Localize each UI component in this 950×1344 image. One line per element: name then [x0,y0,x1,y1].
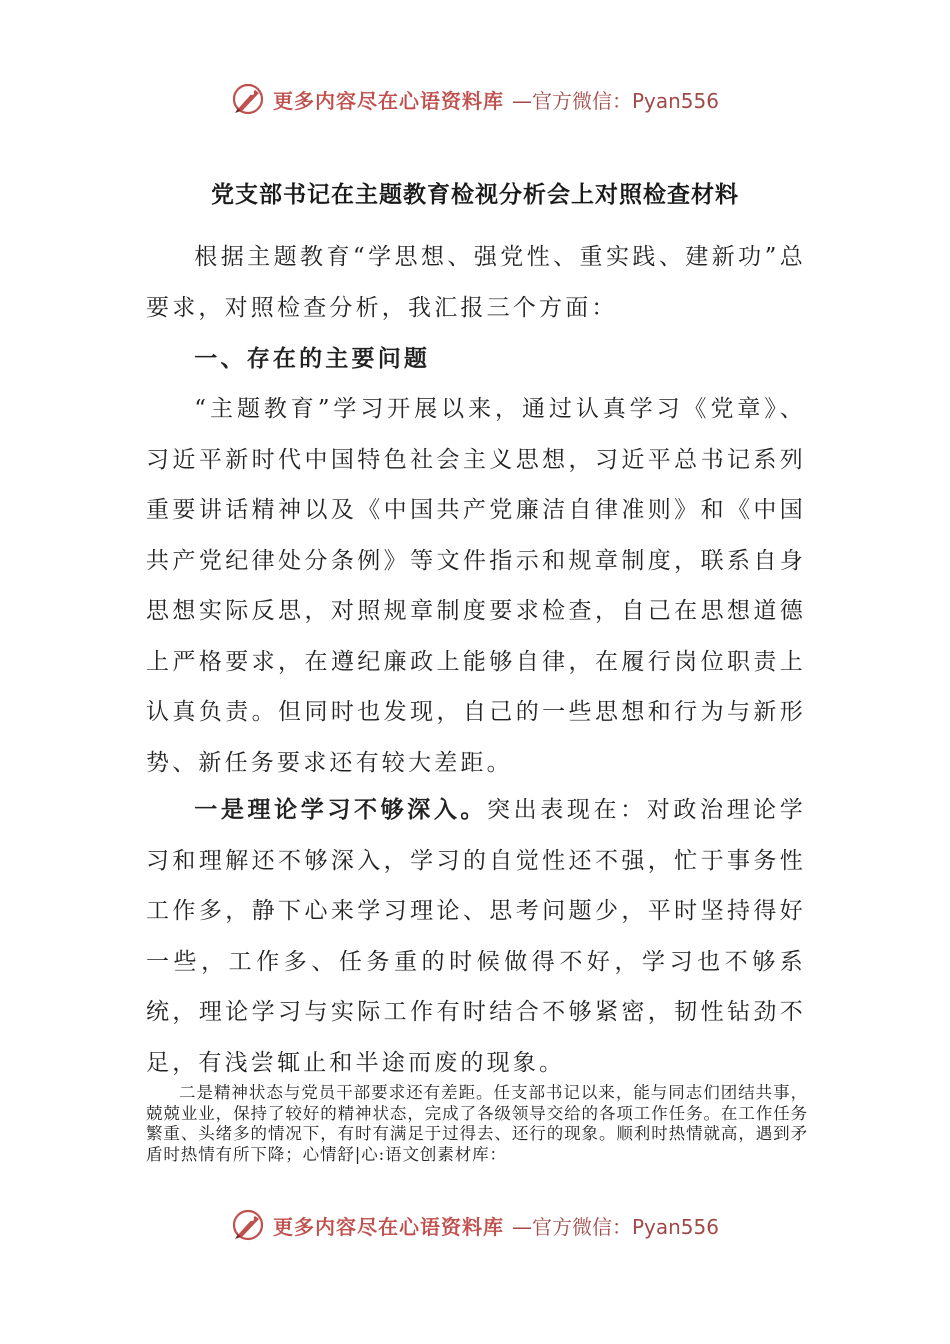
footer-banner [0,1208,950,1242]
pen-logo-icon [231,1208,265,1242]
banner-text: 更多内容尽在心语资料库 [272,88,504,113]
point2-paragraph: 二是精神状态与党员干部要求还有差距。任支部书记以来，能与同志们团结共事，兢兢业业，保持了较好的精神状态，完成了各级领导交给的各项工作任务。在工作任务繁重、头绪多的情况下，有时有满足于过得去、还行的现象。顺利时热情就高，遇到矛盾时热情有所下降；心情舒|心:语文创素材库： [146,1083,808,1164]
banner-text: 更多内容尽在心语资料库 [272,1214,504,1239]
point1-paragraph [146,785,806,1088]
banner-contact: —官方微信：Pyan556 [511,88,719,113]
section1-heading-block [146,334,806,385]
point1-text: 突出表现在：对政治理论学习和理解还不够深入，学习的自觉性还不强，忙于事务性工作多，静下心来学习理论、思考问题少，平时坚持得好一些，工作多、任务重的时候做得不好，学习也不够系统，理论学习与实际工作有时结合不够紧密，韧性钻劲不足，有浅尝辄止和半途而废的现象。 [146,797,806,1076]
pen-logo-icon [231,82,265,116]
document-title: 党支部书记在主题教育检视分析会上对照检查材料 [211,181,739,208]
intro-paragraph: 根据主题教育“学思想、强党性、重实践、建新功”总要求，对照检查分析，我汇报三个方面： [146,244,806,321]
intro-block [146,232,806,333]
section-heading: 一、存在的主要问题 [194,345,431,372]
section1-block [146,384,806,788]
point1-lead: 一是理论学习不够深入。 [194,796,488,823]
point1-block [146,785,806,1088]
banner-contact: —官方微信：Pyan556 [511,1214,719,1239]
header-banner [0,82,950,116]
section1-paragraph: “主题教育”学习开展以来，通过认真学习《党章》、习近平新时代中国特色社会主义思想，习近平总书记系列重要讲话精神以及《中国共产党廉洁自律准则》和《中国共产党纪律处分条例》等文件指示和规章制度，联系自身思想实际反思，对照规章制度要求检查，自己在思想道德上严格要求，在遵纪廉政上能够自律，在履行岗位职责上认真负责。但同时也发现，自己的一些思想和行为与新形势、新任务要求还有较大差距。 [146,396,806,776]
